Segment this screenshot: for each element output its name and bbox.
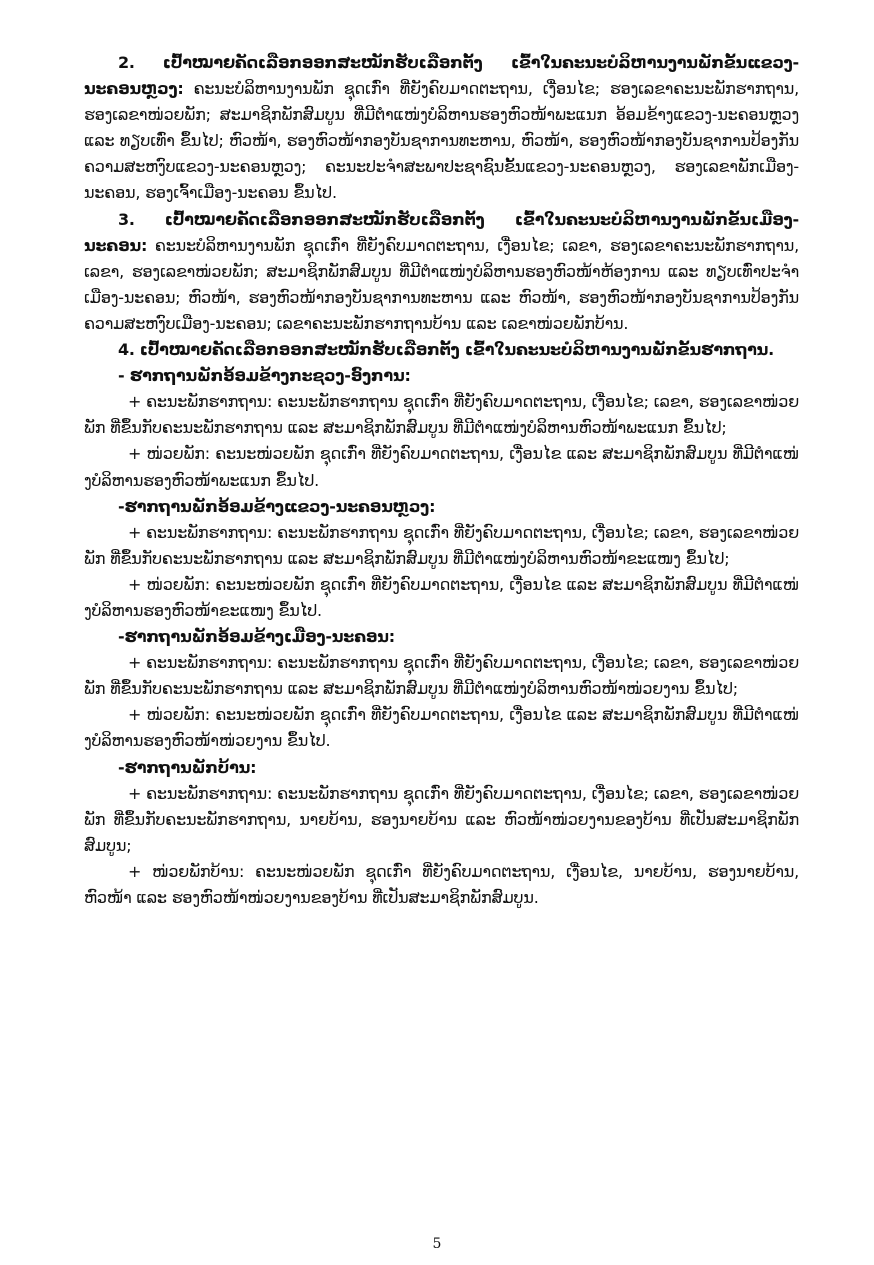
section-3-paragraph	[84, 207, 799, 337]
section-3-body: ຄະນະບໍລິຫານງານພັກ ຊຸດເກົ່າ ທີ່ຍັງຄົບມາດຕະຖານ, ເງື່ອນໄຂ; ເລຂາ, ຮອງເລຂາຄະນະພັກຮາກຖານ, ເລຂາ, ຮອງເລຂາໜ່ວຍພັກ; ສະມາຊິກພັກສົມບູນ ທີ່ມີຕໍາແໜ່ງບໍລິຫານຮອງຫົວໜ້າຫ້ອງການ ແລະ ທຽບເທົ່າປະຈໍາເມືອງ-ນະຄອນ; ຫົວໜ້າ, ຮອງຫົວໜ້າກອງບັນຊາການທະຫານ ແລະ ຫົວໜ້າ, ຮອງຫົວໜ້າກອງບັນຊາການປ້ອງກັນຄວາມສະຫງົບເມືອງ-ນະຄອນ; ເລຂາຄະນະພັກຮາກຖານບ້ານ ແລະ ເລຂາໜ່ວຍພັກບ້ານ.	[84, 235, 799, 333]
page-number: 5	[432, 1236, 442, 1252]
section-2-body: ຄະນະບໍລິຫານງານພັກ ຊຸດເກົ່າ ທີ່ຍັງຄົບມາດຕະຖານ, ເງື່ອນໄຂ; ຮອງເລຂາຄະນະພັກຮາກຖານ, ຮອງເລຂາໜ່ວຍພັກ; ສະມາຊິກພັກສົມບູນ ທີ່ມີຕໍາແໜ່ງບໍລິຫານຮອງຫົວໜ້າພະແນກ ອ້ອມຂ້າງແຂວງ-ນະຄອນຫຼວງ ແລະ ທຽບເທົ່າ ຂຶ້ນໄປ; ຫົວໜ້າ, ຮອງຫົວໜ້າກອງບັນຊາການທະຫານ, ຫົວໜ້າ, ຮອງຫົວໜ້າກອງບັນຊາການປ້ອງກັນຄວາມສະຫງົບແຂວງ-ນະຄອນຫຼວງ; ຄະນະປະຈໍາສະພາປະຊາຊົນຂັ້ນແຂວງ-ນະຄອນຫຼວງ, ຮອງເລຂາພັກເມືອງ-ນະຄອນ, ຮອງເຈົ້າເມືອງ-ນະຄອນ ຂຶ້ນໄປ.	[84, 79, 799, 203]
section-4-title: ເປົ້າໝາຍຄັດເລືອກອອກສະໝັກຮັບເລືອກຕັ້ງ ເຂົ້າໃນຄະນະບໍລິຫານງານພັກຂັ້ນຮາກຖານ.	[139, 340, 775, 360]
group-province-item-2: + ໜ່ວຍພັກ: ຄະນະໜ່ວຍພັກ ຊຸດເກົ່າ ທີ່ຍັງຄົບມາດຕະຖານ, ເງື່ອນໄຂ ແລະ ສະມາຊິກພັກສົມບູນ ທີ່ມີຕໍາແໜ່ງບໍລິຫານຮອງຫົວໜ້າຂະແໜງ ຂຶ້ນໄປ.	[84, 574, 799, 620]
group-district-item-1: + ຄະນະພັກຮາກຖານ: ຄະນະພັກຮາກຖານ ຊຸດເກົ່າ ທີ່ຍັງຄົບມາດຕະຖານ, ເງື່ອນໄຂ; ເລຂາ, ຮອງເລຂາໜ່ວຍພັກ ທີ່ຂຶ້ນກັບຄະນະພັກຮາກຖານ ແລະ ສະມາຊິກພັກສົມບູນ ທີ່ມີຕໍາແໜ່ງບໍລິຫານຫົວໜ້າໜ່ວຍງານ ຂຶ້ນໄປ;	[84, 653, 799, 699]
section-3-title: ເປົ້າໝາຍຄັດເລືອກອອກສະໝັກຮັບເລືອກຕັ້ງ ເຂົ້າໃນຄະນະບໍລິຫານງານພັກຂັ້ນເມືອງ-ນະຄອນ:	[84, 209, 799, 255]
section-2-paragraph	[84, 50, 799, 207]
section-2-number: 2.	[118, 53, 135, 72]
group-province-heading: -ຮາກຖານພັກອ້ອມຂ້າງແຂວງ-ນະຄອນຫຼວງ:	[118, 496, 436, 516]
group-district-heading: -ຮາກຖານພັກອ້ອມຂ້າງເມືອງ-ນະຄອນ:	[118, 627, 395, 647]
group-ministry-heading: - ຮາກຖານພັກອ້ອມຂ້າງກະຊວງ-ອົງການ:	[118, 366, 411, 386]
group-village-item-1: + ຄະນະພັກຮາກຖານ: ຄະນະພັກຮາກຖານ ຊຸດເກົ່າ ທີ່ຍັງຄົບມາດຕະຖານ, ເງື່ອນໄຂ; ເລຂາ, ຮອງເລຂາໜ່ວຍພັກ ທີ່ຂຶ້ນກັບຄະນະພັກຮາກຖານ, ນາຍບ້ານ, ຮອງນາຍບ້ານ ແລະ ຫົວໜ້າໜ່ວຍງານຂອງບ້ານ ທີ່ເປັນສະມາຊິກພັກສົມບູນ;	[84, 783, 799, 855]
group-province-item-1: + ຄະນະພັກຮາກຖານ: ຄະນະພັກຮາກຖານ ຊຸດເກົ່າ ທີ່ຍັງຄົບມາດຕະຖານ, ເງື່ອນໄຂ; ເລຂາ, ຮອງເລຂາໜ່ວຍພັກ ທີ່ຂຶ້ນກັບຄະນະພັກຮາກຖານ ແລະ ສະມາຊິກພັກສົມບູນ ທີ່ມີຕໍາແໜ່ງບໍລິຫານຫົວໜ້າຂະແໜງ ຂຶ້ນໄປ;	[84, 522, 799, 568]
group-village-heading: -ຮາກຖານພັກບ້ານ:	[118, 757, 257, 777]
section-4-paragraph	[84, 337, 799, 363]
section-3-number: 3.	[118, 209, 135, 229]
group-ministry-item-2: + ໜ່ວຍພັກ: ຄະນະໜ່ວຍພັກ ຊຸດເກົ່າ ທີ່ຍັງຄົບມາດຕະຖານ, ເງື່ອນໄຂ ແລະ ສະມາຊິກພັກສົມບູນ ທີ່ມີຕໍາແໜ່ງບໍລິຫານຮອງຫົວໜ້າພະແນກ ຂຶ້ນໄປ.	[84, 444, 799, 490]
group-district-item-2: + ໜ່ວຍພັກ: ຄະນະໜ່ວຍພັກ ຊຸດເກົ່າ ທີ່ຍັງຄົບມາດຕະຖານ, ເງື່ອນໄຂ ແລະ ສະມາຊິກພັກສົມບູນ ທີ່ມີຕໍາແໜ່ງບໍລິຫານຮອງຫົວໜ້າໜ່ວຍງານ ຂຶ້ນໄປ.	[84, 705, 799, 751]
group-ministry-item-1: + ຄະນະພັກຮາກຖານ: ຄະນະພັກຮາກຖານ ຊຸດເກົ່າ ທີ່ຍັງຄົບມາດຕະຖານ, ເງື່ອນໄຂ; ເລຂາ, ຮອງເລຂາໜ່ວຍພັກ ທີ່ຂຶ້ນກັບຄະນະພັກຮາກຖານ ແລະ ສະມາຊິກພັກສົມບູນ ທີ່ມີຕໍາແໜ່ງບໍລິຫານຫົວໜ້າພະແນກ ຂຶ້ນໄປ;	[84, 392, 799, 438]
section-2-title: ເປົ້າໝາຍຄັດເລືອກອອກສະໝັກຮັບເລືອກຕັ້ງ ເຂົ້າໃນຄະນະບໍລິຫານງານພັກຂັ້ນແຂວງ-ນະຄອນຫຼວງ:	[84, 53, 799, 99]
section-4-number: 4.	[118, 340, 135, 360]
group-village-item-2: + ໜ່ວຍພັກບ້ານ: ຄະນະໜ່ວຍພັກ ຊຸດເກົ່າ ທີ່ຍັງຄົບມາດຕະຖານ, ເງື່ອນໄຂ, ນາຍບ້ານ, ຮອງນາຍບ້ານ, ຫົວໜ້າ ແລະ ຮອງຫົວໜ້າໜ່ວຍງານຂອງບ້ານ ທີ່ເປັນສະມາຊິກພັກສົມບູນ.	[84, 861, 799, 907]
